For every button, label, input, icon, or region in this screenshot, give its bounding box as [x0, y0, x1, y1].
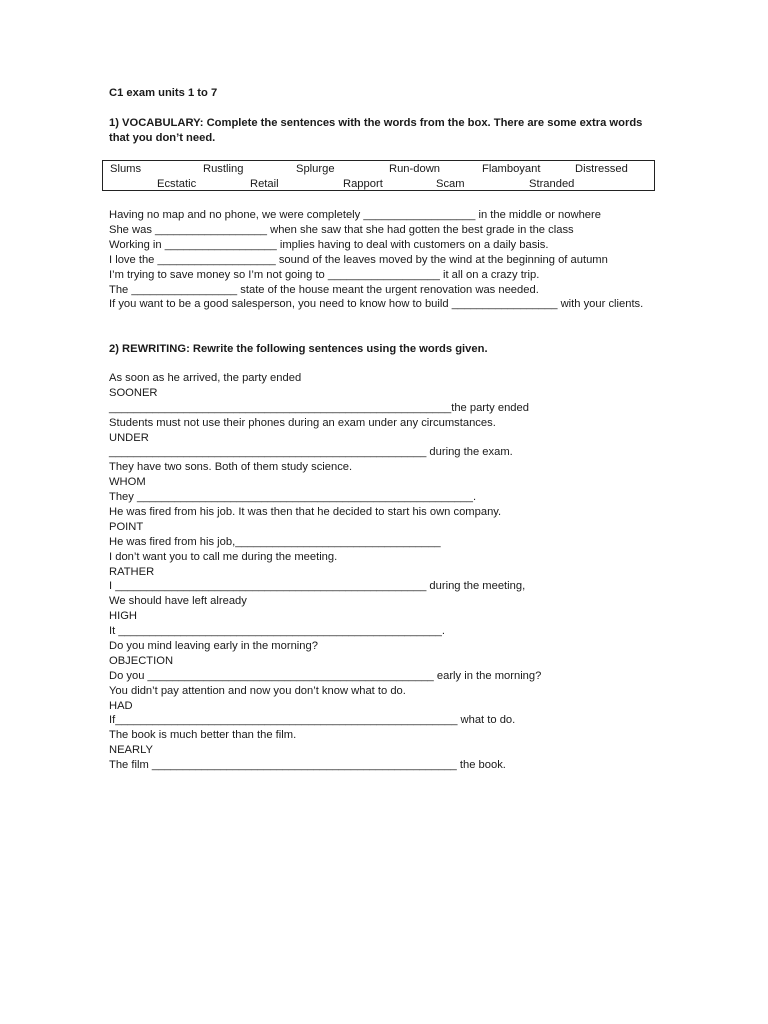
rewrite-answer-line: They ______________________________________________________.	[109, 491, 477, 504]
vocabulary-instruction: 1) VOCABULARY: Complete the sentences with the words from the box. There are some extra words that you don’t need.	[109, 117, 643, 144]
vocabulary-sentence: I’m trying to save money so I’m not going to __________________ it all on a crazy trip.	[109, 268, 540, 281]
vocabulary-sentence: If you want to be a good salesperson, you need to know how to build _________________ with your clients.	[109, 298, 644, 311]
vocabulary-sentence: Working in __________________ implies having to deal with customers on a daily basis.	[109, 238, 549, 251]
word-box-item: Flamboyant	[482, 163, 541, 175]
rewrite-answer-line: ___________________________________________________ during the exam.	[109, 446, 513, 459]
word-box-item: Rapport	[343, 178, 383, 190]
word-box-item: Slums	[110, 163, 142, 175]
rewrite-answer-line: _______________________________________________________the party ended	[109, 401, 529, 414]
rewrite-keyword: RATHER	[109, 565, 155, 578]
word-box	[102, 160, 655, 191]
rewrite-line: He was fired from his job. It was then that he decided to start his own company.	[109, 506, 502, 519]
word-box-item: Distressed	[575, 163, 628, 175]
rewrite-keyword: SOONER	[109, 386, 158, 399]
rewrite-keyword: UNDER	[109, 431, 149, 444]
word-box-item: Splurge	[296, 163, 335, 175]
rewrite-answer-line: Do you ______________________________________________ early in the morning?	[109, 669, 542, 682]
rewrite-answer-line: It ____________________________________________________.	[109, 625, 445, 638]
word-box-item: Retail	[250, 178, 279, 190]
rewrite-line: Students must not use their phones during an exam under any circumstances.	[109, 416, 496, 429]
rewrite-answer-line: The film _________________________________________________ the book.	[109, 759, 506, 772]
rewrite-answer-line: I __________________________________________________ during the meeting,	[109, 580, 526, 593]
word-box-item: Scam	[436, 178, 465, 190]
page-title: C1 exam units 1 to 7	[109, 87, 218, 99]
rewrite-keyword: HIGH	[109, 610, 137, 623]
rewrite-keyword: HAD	[109, 699, 133, 712]
rewrite-line: The book is much better than the film.	[109, 729, 297, 742]
rewrite-keyword: NEARLY	[109, 744, 153, 757]
rewrite-keyword: POINT	[109, 520, 144, 533]
word-box-item: Rustling	[203, 163, 244, 175]
rewrite-answer-line: He was fired from his job,_________________________________	[109, 535, 441, 548]
rewrite-line: We should have left already	[109, 595, 247, 608]
rewrite-line: Do you mind leaving early in the morning?	[109, 640, 318, 653]
vocabulary-sentence: The _________________ state of the house meant the urgent renovation was needed.	[109, 283, 539, 296]
rewrite-answer-line: If_______________________________________________________ what to do.	[109, 714, 516, 727]
rewrite-line: I don’t want you to call me during the meeting.	[109, 550, 338, 563]
rewrite-keyword: OBJECTION	[109, 654, 174, 667]
word-box-item: Run-down	[389, 163, 440, 175]
rewrite-line: As soon as he arrived, the party ended	[109, 372, 302, 384]
word-box-item: Stranded	[529, 178, 575, 190]
rewrite-line: You didn’t pay attention and now you don’t know what to do.	[109, 684, 406, 697]
vocabulary-sentence: I love the ___________________ sound of the leaves moved by the wind at the beginning of autumn	[109, 253, 608, 266]
vocabulary-sentence: She was __________________ when she saw that she had gotten the best grade in the class	[109, 223, 574, 236]
rewrite-line: They have two sons. Both of them study science.	[109, 461, 353, 474]
vocabulary-sentence: Having no map and no phone, we were completely __________________ in the middle or nowhere	[109, 209, 601, 221]
rewrite-keyword: WHOM	[109, 476, 146, 489]
word-box-item: Ecstatic	[157, 178, 197, 190]
rewriting-exercises	[109, 371, 649, 773]
vocabulary-sentences	[109, 208, 649, 312]
rewriting-instruction: 2) REWRITING: Rewrite the following sentences using the words given.	[109, 343, 488, 355]
